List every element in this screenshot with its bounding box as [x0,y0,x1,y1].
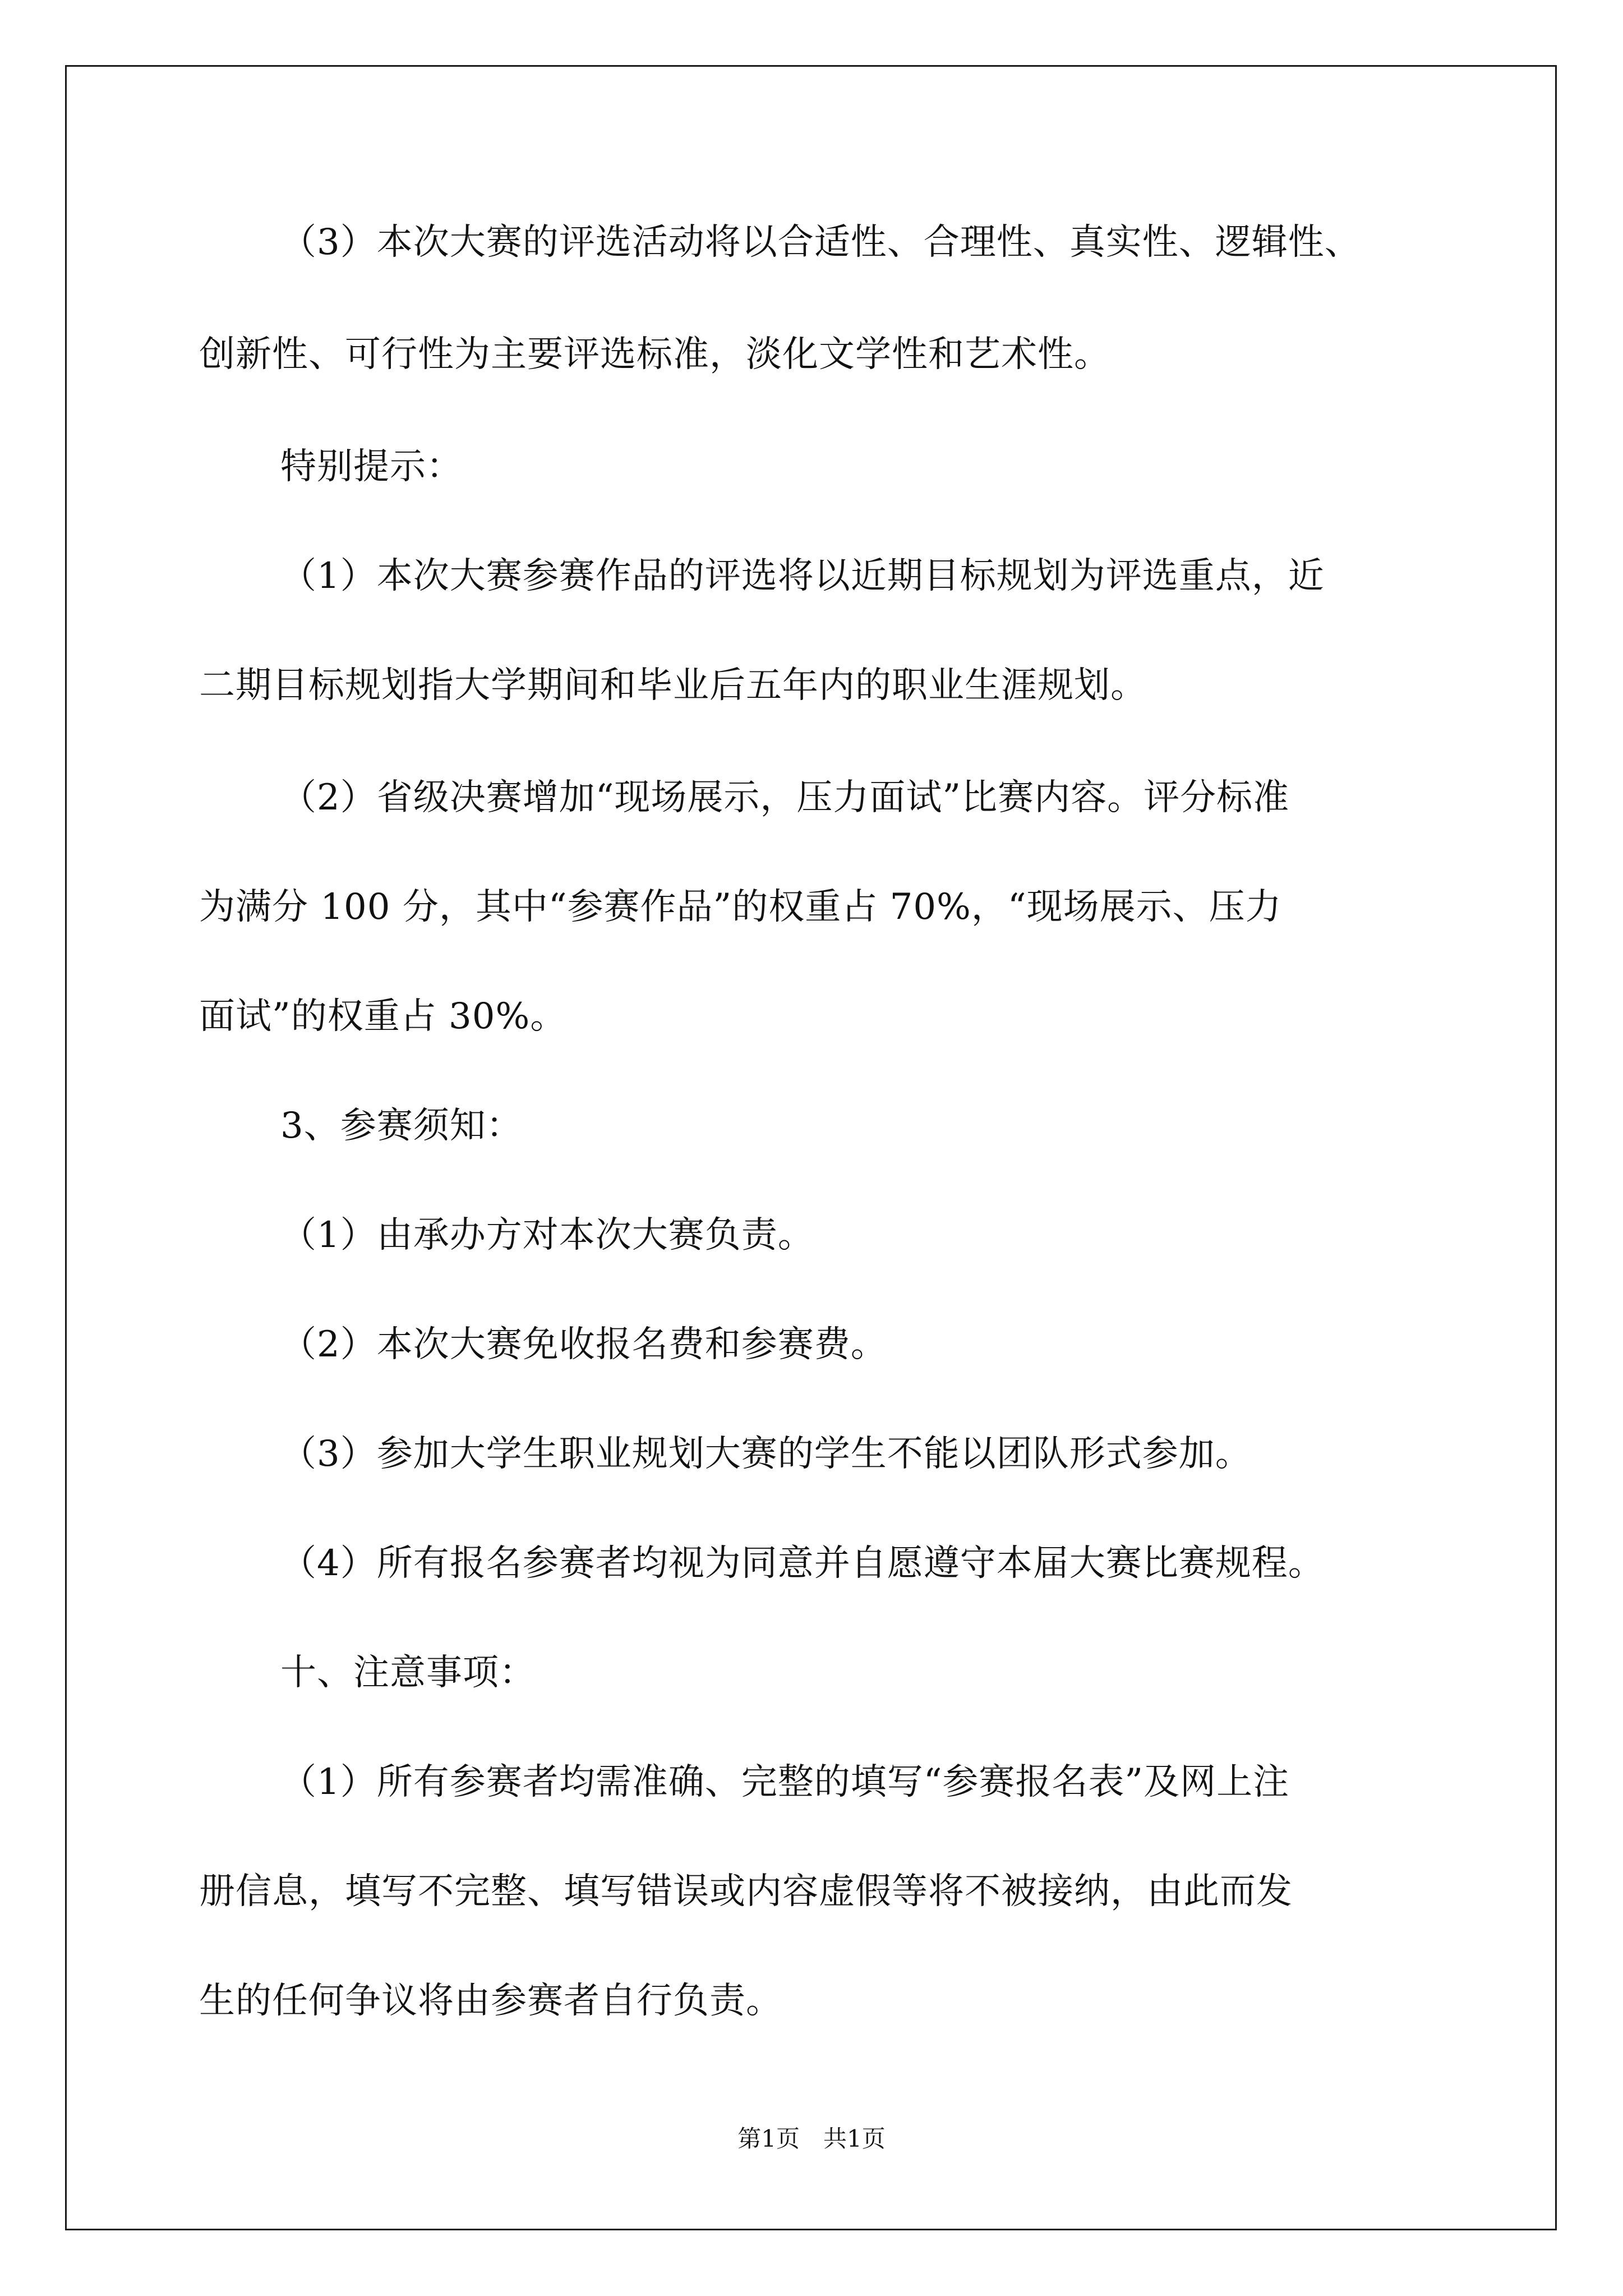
note-1-line-1: （1）本次大赛参赛作品的评选将以近期目标规划为评选重点，近 [280,555,1325,597]
note-2-line-3: 面试”的权重占 30%。 [199,996,567,1037]
notice-1-line-1: （1）所有参赛者均需准确、完整的填写“参赛报名表”及网上注 [280,1761,1290,1803]
criteria-paragraph-line-1: （3）本次大赛的评选活动将以合适性、合理性、真实性、逻辑性、 [280,222,1361,263]
rule-4: （4）所有报名参赛者均视为同意并自愿遵守本届大赛比赛规程。 [280,1543,1325,1584]
notice-1-line-3: 生的任何争议将由参赛者自行负责。 [199,1980,782,2022]
note-2-line-2: 为满分 100 分，其中“参赛作品”的权重占 70%，“现场展示、压力 [199,886,1282,928]
rule-2: （2）本次大赛免收报名费和参赛费。 [280,1324,887,1365]
section-10-heading: 十、注意事项： [280,1652,536,1694]
note-2-line-1: （2）省级决赛增加“现场展示，压力面试”比赛内容。评分标准 [280,777,1290,818]
note-1-line-2: 二期目标规划指大学期间和毕业后五年内的职业生涯规划。 [199,665,1147,706]
rule-1: （1）由承办方对本次大赛负责。 [280,1214,814,1256]
rule-3: （3）参加大学生职业规划大赛的学生不能以团队形式参加。 [280,1433,1252,1475]
special-note-heading: 特别提示： [280,446,463,487]
section-3-heading: 3、参赛须知： [280,1105,523,1147]
criteria-paragraph-line-2: 创新性、可行性为主要评选标准，淡化文学性和艺术性。 [199,334,1110,375]
notice-1-line-2: 册信息，填写不完整、填写错误或内容虚假等将不被接纳，由此而发 [199,1871,1293,1912]
page-number-footer: 第1页 共1页 [737,2125,886,2152]
